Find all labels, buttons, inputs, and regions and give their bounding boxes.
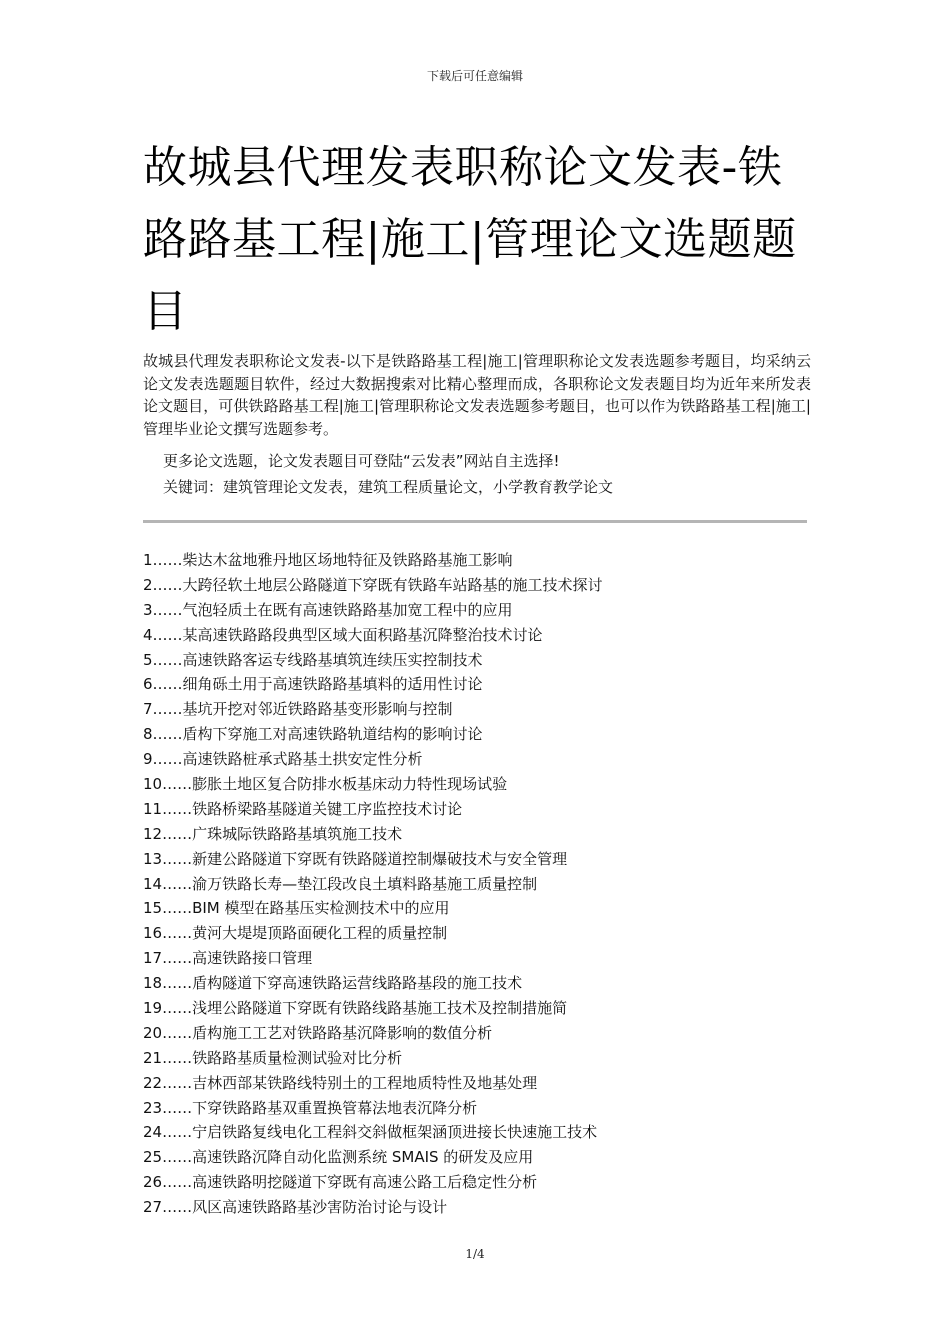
topic-item: 11……铁路桥梁路基隧道关键工序监控技术讨论 bbox=[143, 799, 463, 818]
topic-item: 12……广珠城际铁路路基填筑施工技术 bbox=[143, 824, 403, 843]
topic-item: 16……黄河大堤堤顶路面硬化工程的质量控制 bbox=[143, 924, 448, 943]
topic-item: 8……盾构下穿施工对高速铁路轨道结构的影响讨论 bbox=[143, 725, 483, 744]
section-divider bbox=[143, 520, 807, 523]
topic-item: 25……高速铁路沉降自动化监测系统 SMAIS 的研发及应用 bbox=[143, 1148, 534, 1167]
topic-item: 20……盾构施工工艺对铁路路基沉降影响的数值分析 bbox=[143, 1023, 493, 1042]
topic-item: 22……吉林西部某铁路线特别土的工程地质特性及地基处理 bbox=[143, 1073, 538, 1092]
topic-item: 3……气泡轻质土在既有高速铁路路基加宽工程中的应用 bbox=[143, 600, 513, 619]
intro-paragraph: 故城县代理发表职称论文发表-以下是铁路路基工程|施工|管理职称论文发表选题参考题目，均采纳云论文发表选题题目软件，经过大数据搜索对比精心整理而成，各职称论文发表题目均为近年来所发表论文题目，可供铁路路基工程|施工|管理职称论文发表选题参考题目，也可以作为铁路路基工程|施工|管理毕业论文撰写选题参考。 bbox=[143, 352, 811, 438]
topic-list bbox=[143, 548, 811, 1220]
topic-item: 10……膨胀土地区复合防排水板基床动力特性现场试验 bbox=[143, 775, 508, 794]
topic-item: 18……盾构隧道下穿高速铁路运营线路路基段的施工技术 bbox=[143, 974, 523, 993]
topic-item: 24……宁启铁路复线电化工程斜交斜做框架涵顶进接长快速施工技术 bbox=[143, 1123, 598, 1142]
page-number: 1/4 bbox=[465, 1247, 485, 1261]
topic-item: 9……高速铁路桩承式路基土拱安定性分析 bbox=[143, 750, 423, 769]
topic-item: 23……下穿铁路路基双重置换管幕法地表沉降分析 bbox=[143, 1098, 478, 1117]
topic-item: 21……铁路路基质量检测试验对比分析 bbox=[143, 1048, 403, 1067]
topic-item: 7……基坑开挖对邻近铁路路基变形影响与控制 bbox=[143, 700, 453, 719]
topic-item: 1……柴达木盆地雅丹地区场地特征及铁路路基施工影响 bbox=[143, 551, 513, 569]
topic-item: 13……新建公路隧道下穿既有铁路隧道控制爆破技术与安全管理 bbox=[143, 849, 568, 868]
header-note: 下载后可任意编辑 bbox=[426, 69, 523, 83]
document-title: 故城县代理发表职称论文发表-铁路路基工程|施工|管理论文选题题目 bbox=[143, 142, 797, 337]
topic-item: 4……某高速铁路路段典型区域大面积路基沉降整治技术讨论 bbox=[143, 625, 543, 644]
topic-item: 6……细角砾土用于高速铁路路基填料的适用性讨论 bbox=[143, 675, 483, 694]
topic-item: 26……高速铁路明挖隧道下穿既有高速公路工后稳定性分析 bbox=[143, 1173, 538, 1192]
topic-item: 15……BIM 模型在路基压实检测技术中的应用 bbox=[143, 899, 450, 918]
keywords-line: 关键词：建筑管理论文发表，建筑工程质量论文，小学教育教学论文 bbox=[163, 478, 614, 496]
topic-item: 17……高速铁路接口管理 bbox=[143, 949, 313, 968]
topic-item: 27……风区高速铁路路基沙害防治讨论与设计 bbox=[143, 1198, 448, 1217]
topic-item: 5……高速铁路客运专线路基填筑连续压实控制技术 bbox=[143, 650, 483, 669]
more-topics-line: 更多论文选题，论文发表题目可登陆“云发表”网站自主选择! bbox=[163, 452, 560, 470]
topic-item: 2……大跨径软土地层公路隧道下穿既有铁路车站路基的施工技术探讨 bbox=[143, 575, 603, 594]
topic-item: 19……浅埋公路隧道下穿既有铁路线路基施工技术及控制措施简 bbox=[143, 999, 568, 1018]
topic-item: 14……渝万铁路长寿—垫江段改良土填料路基施工质量控制 bbox=[143, 874, 538, 893]
